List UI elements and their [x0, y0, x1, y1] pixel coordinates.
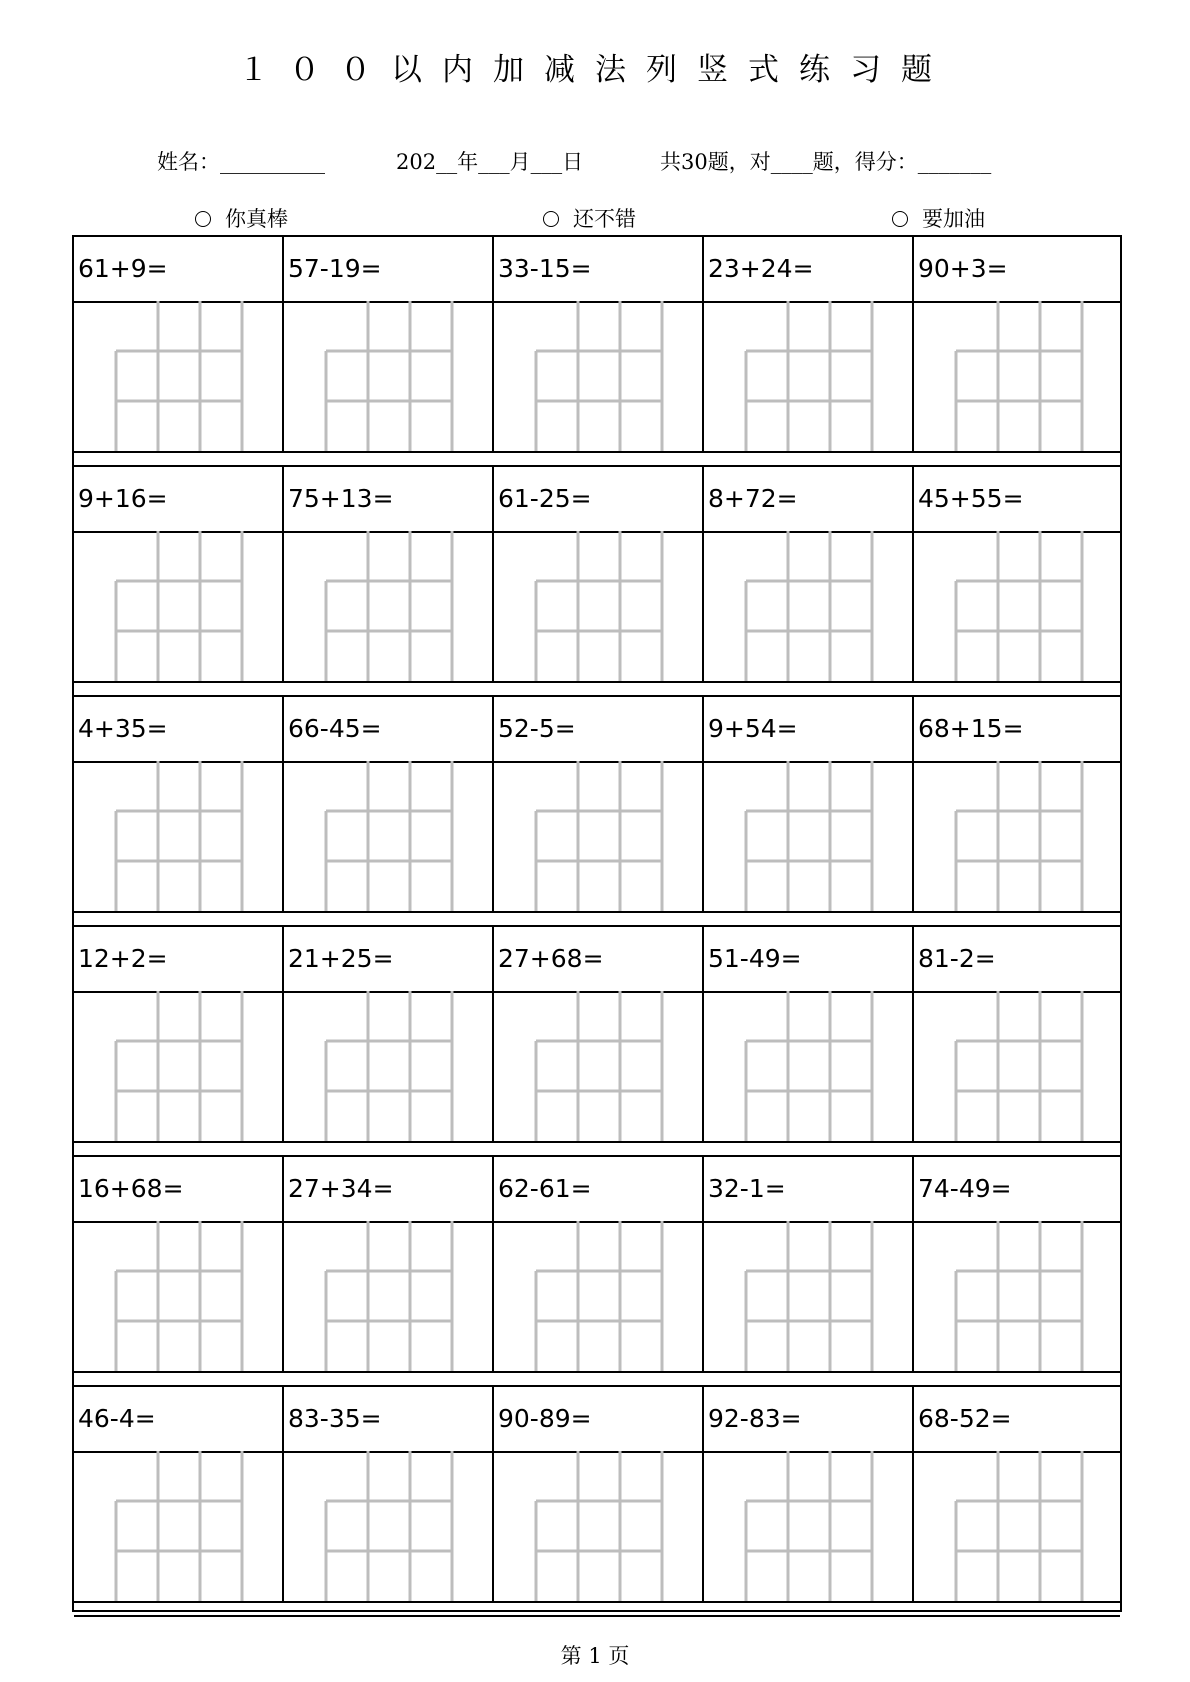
student-info-line — [0, 146, 1190, 176]
vertical-calc-box[interactable] — [494, 761, 704, 911]
vertical-calc-box[interactable] — [284, 761, 494, 911]
vertical-calc-box[interactable] — [284, 1451, 494, 1601]
vertical-calc-box[interactable] — [704, 301, 914, 451]
radio-circle-icon[interactable] — [892, 211, 908, 227]
digit-grid-icon — [914, 531, 1124, 681]
work-area-row — [74, 991, 1120, 1143]
row-separator — [74, 1371, 1120, 1387]
digit-grid-icon — [74, 991, 284, 1141]
problem-label: 32-1= — [704, 1157, 914, 1221]
vertical-calc-box[interactable] — [914, 1451, 1120, 1601]
problem-label: 52-5= — [494, 697, 704, 761]
digit-grid-icon — [74, 1221, 284, 1371]
vertical-calc-box[interactable] — [704, 531, 914, 681]
vertical-calc-box[interactable] — [914, 531, 1120, 681]
problem-label: 75+13= — [284, 467, 494, 531]
vertical-calc-box[interactable] — [494, 1221, 704, 1371]
problem-label: 61-25= — [494, 467, 704, 531]
problem-label: 90+3= — [918, 254, 1008, 283]
problem-label: 21+25= — [284, 927, 494, 991]
vertical-calc-box[interactable] — [74, 991, 284, 1141]
vertical-calc-box[interactable] — [494, 1451, 704, 1601]
digit-grid-icon — [494, 761, 704, 911]
problem-label: 4+35= — [74, 697, 284, 761]
problem-label: 81-2= — [918, 944, 996, 973]
vertical-calc-box[interactable] — [74, 531, 284, 681]
problem-label: 66-45= — [284, 697, 494, 761]
problem-label: 9+54= — [704, 697, 914, 761]
work-area-row — [74, 531, 1120, 683]
vertical-calc-box[interactable] — [704, 761, 914, 911]
digit-grid-icon — [74, 1451, 284, 1601]
digit-grid-icon — [74, 761, 284, 911]
rating-option-1[interactable]: 你真棒 — [195, 203, 288, 233]
digit-grid-icon — [74, 301, 284, 451]
date-field[interactable]: 202__年___月___日 — [396, 150, 584, 174]
radio-circle-icon[interactable] — [543, 211, 559, 227]
problem-label: 83-35= — [284, 1387, 494, 1451]
problem-label: 46-4= — [74, 1387, 284, 1451]
digit-grid-icon — [284, 991, 494, 1141]
vertical-calc-box[interactable] — [494, 301, 704, 451]
problem-row — [74, 927, 1120, 993]
problem-label: 33-15= — [494, 237, 704, 301]
vertical-calc-box[interactable] — [74, 1451, 284, 1601]
vertical-calc-box[interactable] — [914, 301, 1120, 451]
problem-label: 27+68= — [494, 927, 704, 991]
work-area-row — [74, 761, 1120, 913]
work-area-row — [74, 1451, 1120, 1603]
problem-label: 9+16= — [74, 467, 284, 531]
digit-grid-icon — [284, 761, 494, 911]
vertical-calc-box[interactable] — [494, 991, 704, 1141]
work-area-row — [74, 301, 1120, 453]
digit-grid-icon — [704, 1451, 914, 1601]
problem-label: 74-49= — [918, 1174, 1012, 1203]
vertical-calc-box[interactable] — [914, 991, 1120, 1141]
digit-grid-icon — [74, 531, 284, 681]
problem-label: 90-89= — [494, 1387, 704, 1451]
row-separator — [74, 911, 1120, 927]
vertical-calc-box[interactable] — [914, 1221, 1120, 1371]
digit-grid-icon — [284, 301, 494, 451]
digit-grid-icon — [284, 1451, 494, 1601]
digit-grid-icon — [494, 301, 704, 451]
vertical-calc-box[interactable] — [74, 1221, 284, 1371]
digit-grid-icon — [494, 991, 704, 1141]
digit-grid-icon — [704, 1221, 914, 1371]
vertical-calc-box[interactable] — [284, 531, 494, 681]
vertical-calc-box[interactable] — [704, 991, 914, 1141]
digit-grid-icon — [704, 991, 914, 1141]
digit-grid-icon — [494, 531, 704, 681]
row-separator — [74, 451, 1120, 467]
row-separator — [74, 1141, 1120, 1157]
score-field[interactable]: 共30题，对____题，得分：_______ — [660, 150, 992, 174]
problem-label: 8+72= — [704, 467, 914, 531]
vertical-calc-box[interactable] — [704, 1221, 914, 1371]
problem-row — [74, 697, 1120, 763]
problem-label: 12+2= — [74, 927, 284, 991]
problem-label: 68-52= — [918, 1404, 1012, 1433]
row-separator — [74, 681, 1120, 697]
vertical-calc-box[interactable] — [74, 301, 284, 451]
vertical-calc-box[interactable] — [284, 1221, 494, 1371]
digit-grid-icon — [284, 1221, 494, 1371]
problem-label: 51-49= — [704, 927, 914, 991]
vertical-calc-box[interactable] — [494, 531, 704, 681]
page-title: １００以内加减法列竖式练习题 — [238, 52, 952, 88]
digit-grid-icon — [914, 991, 1124, 1141]
radio-circle-icon[interactable] — [195, 211, 211, 227]
page-number: 第 1 页 — [560, 1644, 630, 1668]
problem-label: 92-83= — [704, 1387, 914, 1451]
vertical-calc-box[interactable] — [914, 761, 1120, 911]
digit-grid-icon — [914, 1451, 1124, 1601]
digit-grid-icon — [704, 531, 914, 681]
problem-row — [74, 467, 1120, 533]
vertical-calc-box[interactable] — [74, 761, 284, 911]
digit-grid-icon — [914, 1221, 1124, 1371]
vertical-calc-box[interactable] — [284, 991, 494, 1141]
digit-grid-icon — [284, 531, 494, 681]
digit-grid-icon — [704, 761, 914, 911]
work-area-row — [74, 1221, 1120, 1373]
digit-grid-icon — [704, 301, 914, 451]
row-separator — [74, 1601, 1120, 1617]
problem-label: 16+68= — [74, 1157, 284, 1221]
digit-grid-icon — [494, 1221, 704, 1371]
problem-label: 61+9= — [74, 237, 284, 301]
digit-grid-icon — [914, 301, 1124, 451]
name-field[interactable]: 姓名：__________ — [157, 150, 325, 174]
rating-option-2[interactable]: 还不错 — [543, 203, 636, 233]
problem-label: 45+55= — [918, 484, 1024, 513]
problem-row — [74, 1157, 1120, 1223]
digit-grid-icon — [494, 1451, 704, 1601]
problem-row — [74, 237, 1120, 303]
exercise-grid — [72, 235, 1122, 1612]
rating-option-3[interactable]: 要加油 — [892, 203, 985, 233]
problem-label: 23+24= — [704, 237, 914, 301]
problem-label: 57-19= — [284, 237, 494, 301]
problem-label: 62-61= — [494, 1157, 704, 1221]
vertical-calc-box[interactable] — [284, 301, 494, 451]
digit-grid-icon — [914, 761, 1124, 911]
vertical-calc-box[interactable] — [704, 1451, 914, 1601]
problem-label: 27+34= — [284, 1157, 494, 1221]
problem-row — [74, 1387, 1120, 1453]
problem-label: 68+15= — [918, 714, 1024, 743]
